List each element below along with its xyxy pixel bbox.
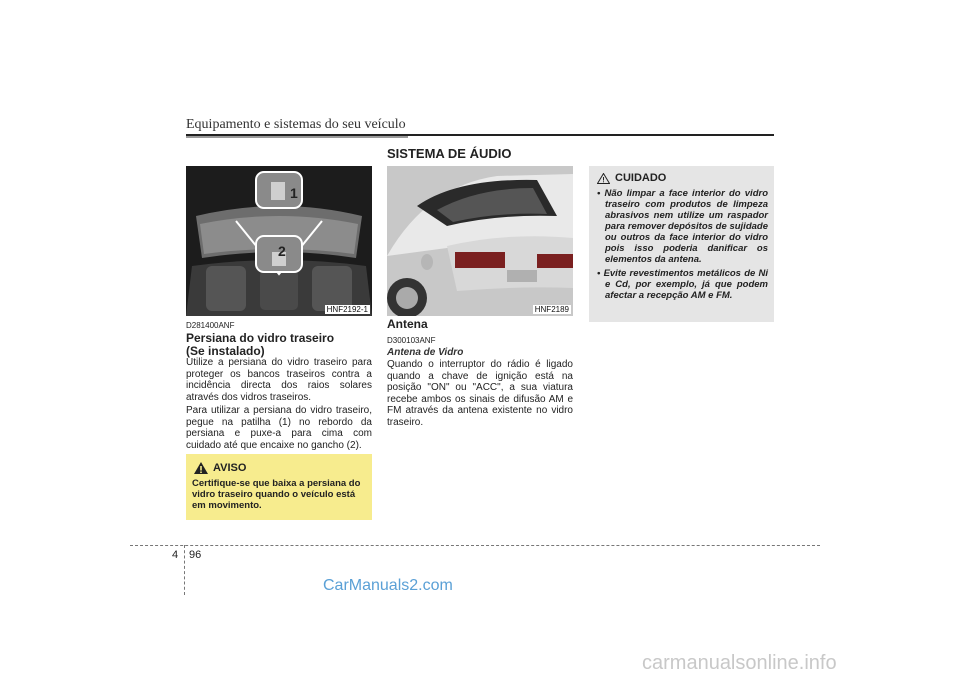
aviso-box xyxy=(186,454,372,520)
section-heading: SISTEMA DE ÁUDIO xyxy=(387,146,512,161)
footer-divider xyxy=(184,545,185,595)
caution-icon xyxy=(597,173,610,184)
watermark-top: CarManuals2.com xyxy=(323,577,453,594)
header-rule xyxy=(186,134,774,136)
watermark-bottom: carmanualsonline.info xyxy=(642,652,837,674)
doc-code-middle: D300103ANF xyxy=(387,336,436,345)
rear-shade-title xyxy=(186,332,372,358)
caution-title: CUIDADO xyxy=(615,172,667,184)
callout-1: 1 xyxy=(290,185,298,201)
header-title: Equipamento e sistemas do seu veículo xyxy=(186,117,406,132)
callout-2: 2 xyxy=(278,243,286,259)
rear-shade-para2: Para utilizar a persiana do vidro traseiro, pegue na patilha (1) no rebordo da persiana e puxe-a para cima com cuidado até que encaixe no gancho (2). xyxy=(186,405,372,451)
figure-label-middle: HNF2189 xyxy=(534,305,569,314)
section-number: 4 xyxy=(172,549,179,561)
rear-shade-illustration xyxy=(186,166,372,316)
doc-code-left: D281400ANF xyxy=(186,321,235,330)
warning-icon xyxy=(194,462,208,474)
caution-item-1: • Não limpar a face interior do vidro traseiro com produtos de limpeza abrasivos nem utilize um raspador para remover depósitos de sujidade ou outros da face interior do vidro pois isso poderia danificar os elementos da antena. xyxy=(597,188,769,265)
rear-shade-para1: Utilize a persiana do vidro traseiro para proteger os bancos traseiros contra a incidência directa dos raios solares através dos vidros traseiros. xyxy=(186,357,372,403)
caution-box xyxy=(589,166,774,322)
car-rear-illustration xyxy=(387,166,573,316)
antenna-para: Quando o interruptor do rádio é ligado quando a chave de ignição está na posição "ON" ou "ACC", a sua viatura recebe ambos os sinais de difusão AM e FM através da antena existente no vidro traseiro. xyxy=(387,359,573,428)
footer-rule xyxy=(130,545,820,546)
caution-list xyxy=(595,188,768,304)
antenna-figure xyxy=(387,166,573,316)
caution-item-2: • Evite revestimentos metálicos de Ni e Cd, por exemplo, já que podem afectar a recepção AM e FM. xyxy=(597,268,769,301)
rear-shade-title-line1: Persiana do vidro traseiro xyxy=(186,331,335,345)
aviso-title: AVISO xyxy=(213,462,247,474)
rear-shade-title-line2: (Se instalado) xyxy=(186,344,265,358)
rear-shade-figure xyxy=(186,166,372,316)
figure-label-left: HNF2192-1 xyxy=(326,305,368,314)
antenna-subtitle: Antena de Vidro xyxy=(387,347,464,358)
aviso-text: Certifique-se que baixa a persiana do vidro traseiro quando o veículo está em movimento. xyxy=(192,478,361,511)
caution-item-1-text: Não limpar a face interior do vidro traseiro com produtos de limpeza abrasivos nem utilize um raspador para remover depósitos de sujidade ou outros da face interior do vidro pois isso poderia danificar os elementos da antena. xyxy=(604,188,769,265)
antenna-title: Antena xyxy=(387,317,428,331)
page-number: 96 xyxy=(189,549,202,561)
caution-item-2-text: Evite revestimentos metálicos de Ni e Cd, por exemplo, já que podem afectar a recepção AM e FM. xyxy=(603,268,769,301)
